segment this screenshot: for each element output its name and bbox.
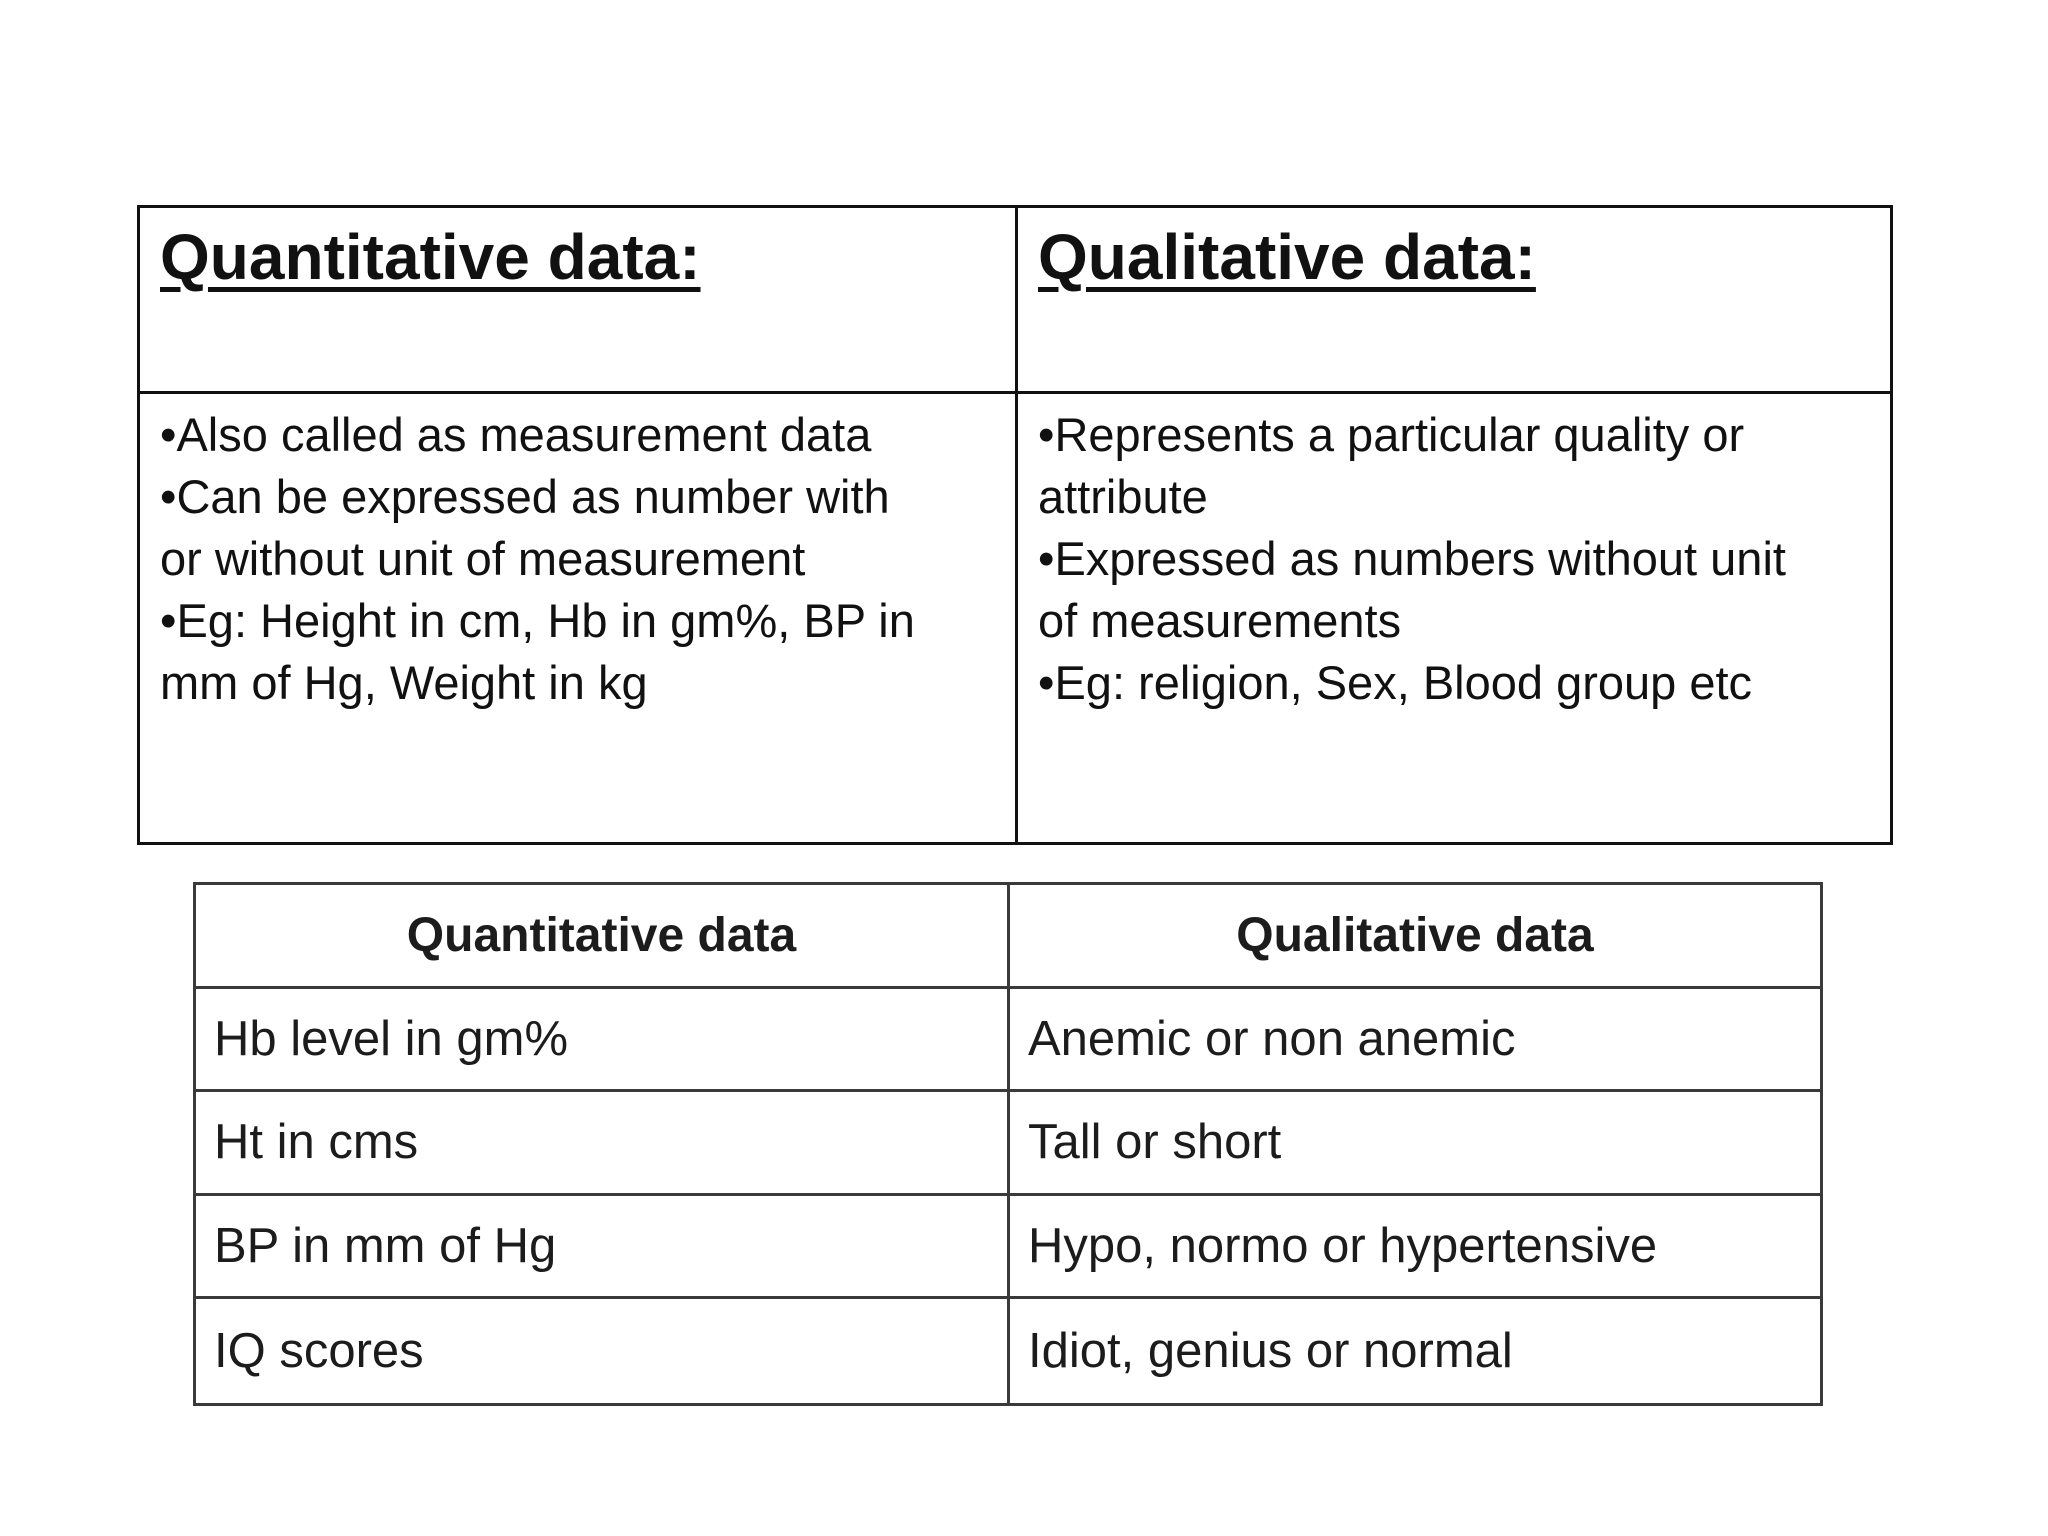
table-cell-quantitative: Hb level in gm% <box>196 989 1010 1093</box>
quantitative-heading: Quantitative data: <box>160 221 701 293</box>
examples-header-qualitative: Qualitative data <box>1010 885 1820 989</box>
table-cell-qualitative: Tall or short <box>1010 1092 1820 1196</box>
qualitative-line: •Eg: religion, Sex, Blood group etc <box>1038 656 1753 709</box>
quantitative-header-cell <box>140 208 1018 394</box>
table-cell-qualitative: Anemic or non anemic <box>1010 989 1820 1093</box>
qualitative-description-cell <box>1018 394 1890 842</box>
table-cell-quantitative: BP in mm of Hg <box>196 1196 1010 1300</box>
qualitative-line: •Represents a particular quality or <box>1038 408 1745 461</box>
table-cell-quantitative: Ht in cms <box>196 1092 1010 1196</box>
qualitative-heading: Qualitative data: <box>1038 221 1536 293</box>
quantitative-line: or without unit of measurement <box>160 532 806 585</box>
qualitative-header-cell <box>1018 208 1890 394</box>
quantitative-line: •Can be expressed as number with <box>160 470 890 523</box>
table-cell-qualitative: Idiot, genius or normal <box>1028 1324 1513 1379</box>
qualitative-line: •Expressed as numbers without unit <box>1038 532 1786 585</box>
quantitative-line: mm of Hg, Weight in kg <box>160 656 648 709</box>
examples-table <box>193 882 1823 1406</box>
table-cell-quantitative: IQ scores <box>196 1299 1010 1403</box>
examples-header-quantitative: Quantitative data <box>196 885 1010 989</box>
qualitative-line: attribute <box>1038 470 1208 523</box>
table-cell-qualitative: Hypo, normo or hypertensive <box>1010 1196 1820 1300</box>
quantitative-line: •Also called as measurement data <box>160 408 872 461</box>
qualitative-line: of measurements <box>1038 594 1402 647</box>
definition-table <box>137 205 1893 845</box>
quantitative-description-cell <box>140 394 1018 842</box>
quantitative-line: •Eg: Height in cm, Hb in gm%, BP in <box>160 594 915 647</box>
